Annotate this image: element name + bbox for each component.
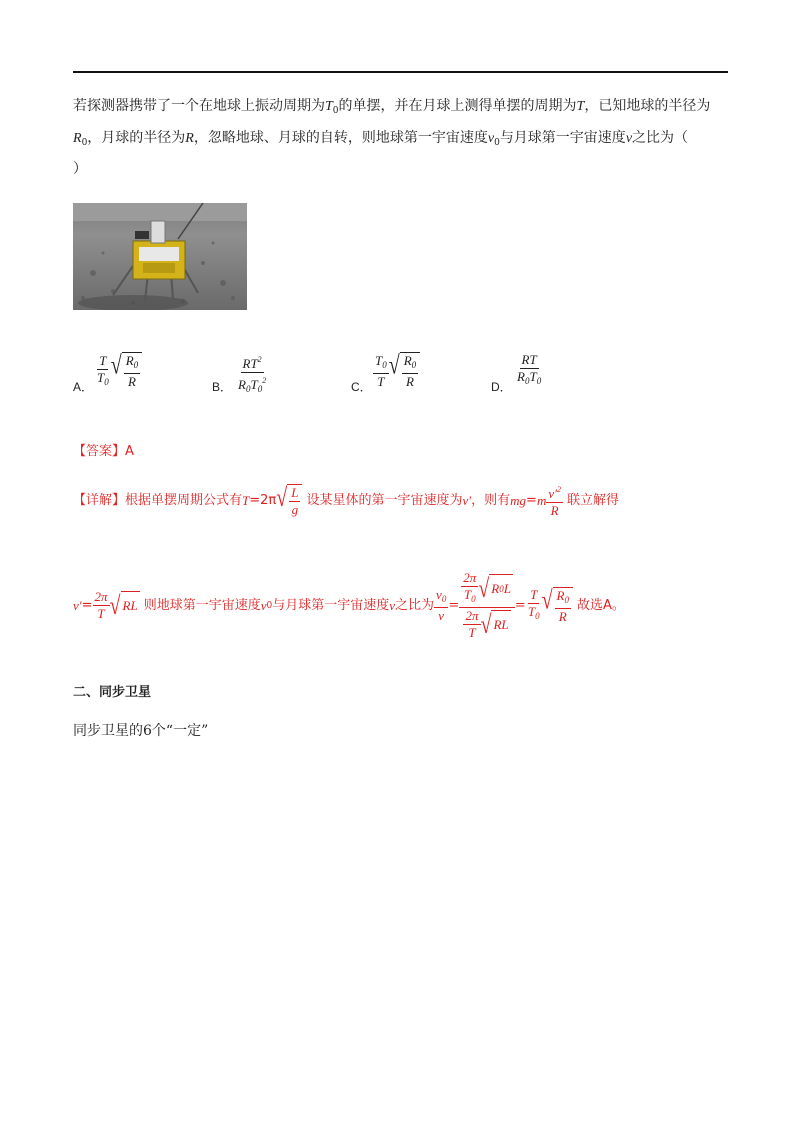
detail-text: 则地球第一宇宙速度 [143, 597, 261, 613]
option-b-formula [236, 352, 268, 397]
equals-2pi: =2π [249, 492, 277, 508]
sqrt: √ $\frac{R_0}{R}$ [389, 352, 420, 390]
question-text: ，忽略地球、月球的自转，则地球第一宇宙速度 [193, 130, 488, 146]
fraction: $\frac{RT^2}{R_0T_0^2}$ [236, 352, 268, 397]
var-T0: T [325, 99, 333, 114]
var-T: T [576, 99, 585, 114]
var-m: m [536, 492, 547, 508]
detail-text: 根据单摆周期公式有 [125, 492, 243, 508]
option-c-formula [373, 352, 420, 390]
lander-illustration [73, 203, 247, 310]
sqrt-L-over-g: √ $\frac{L}{g}$ [276, 484, 302, 518]
subscript: 0 [332, 106, 339, 116]
option-d-label[interactable]: D． [491, 380, 512, 394]
detail-choice: A。 [603, 597, 625, 613]
var-v0: v [260, 597, 267, 613]
detail-line-1 [73, 482, 619, 519]
sqrt-RL: √ RL [109, 591, 138, 620]
var-vprime: v′ [73, 597, 82, 613]
var-T: T [242, 492, 250, 508]
option-b-label[interactable]: B． [212, 380, 233, 394]
detail-text: 与月球第一宇宙速度 [272, 597, 390, 613]
subscript: 0 [494, 138, 500, 148]
question-text: 若探测器携带了一个在地球上振动周期为 [73, 98, 325, 114]
option-a-formula [95, 352, 142, 390]
question-line-2 [73, 128, 688, 153]
section-heading: 二、同步卫星 [73, 685, 152, 700]
section-body: 同步卫星的6个“一定” [73, 723, 209, 739]
option-c-label[interactable]: C． [351, 380, 372, 394]
sqrt-R0-over-R: √ $\frac{R_0}{R}$ [542, 587, 573, 625]
question-line-1 [73, 96, 710, 121]
var-R: R [185, 131, 194, 146]
question-text: 之比为（ [632, 130, 689, 146]
fraction-2pi-over-T: $\frac{2\pi}{T}$ [94, 589, 108, 621]
option-d-formula [515, 352, 543, 389]
detail-text: 之比为 [395, 597, 435, 613]
var-v: v [389, 597, 396, 613]
detail-text: 故选 [577, 597, 604, 613]
fraction-compound: $\frac{2\pi}{T_0}$ √ R 0 L $\frac{2\pi}{T}$ √ RL [459, 570, 515, 641]
question-text: ，已知地球的半径为 [584, 98, 711, 114]
var-R0: R [73, 131, 82, 146]
detail-text: 联立解得 [566, 492, 619, 508]
var-v: v [625, 131, 633, 146]
question-text: 与月球第一宇宙速度 [499, 130, 626, 146]
var-v0: v [487, 131, 495, 146]
header-rule [73, 71, 728, 73]
question-text: ） [73, 161, 87, 177]
subscript: 0 [81, 138, 88, 148]
answer-value: A [125, 444, 134, 459]
answer-line [73, 442, 134, 462]
var-vprime: v′ [462, 492, 472, 508]
question-text: 的单摆，并在月球上测得单摆的周期为 [338, 98, 577, 114]
answer-tag: 【答案】 [73, 444, 126, 459]
equals-sign: = [81, 597, 93, 613]
fraction-v0-over-v: $\frac{v_0}{v}$ [436, 587, 447, 623]
fraction-T-over-T0: $\frac{T}{T_0}$ [527, 587, 540, 621]
fraction-v2-over-R: $\frac{v'^2}{R}$ [546, 482, 563, 519]
question-text: ，月球的半径为 [87, 130, 186, 146]
var-mg: mg [510, 492, 527, 508]
fraction: $\frac{T}{T_0}$ [97, 352, 109, 387]
detail-text: 设某星体的第一宇宙速度为 [306, 492, 463, 508]
sqrt: √ $\frac{R_0}{R}$ [111, 352, 142, 390]
detail-line-2: v′ = $\frac{2\pi}{T}$ √ RL 则地球第一宇宙速度 v 0 与月球第一宇宙速度 v 之比为 $\frac{v_0}{v}$ = $\frac{2\pi}{T_0}$ √ R 0 L $\frac{2\pi}{T}$ √ RL = $\frac{T}{T_0}$ √ $\frac{R_0}{R}$ 故选 A。 [73, 570, 625, 640]
fraction: $\frac{T_0}{T}$ [375, 352, 387, 389]
question-line-3 [73, 159, 87, 179]
detail-tag: 【详解】 [73, 492, 126, 508]
equals-sign: = [526, 492, 537, 508]
lunar-lander-photo [73, 203, 247, 310]
fraction: $\frac{RT}{R_0T_0}$ [517, 352, 542, 386]
detail-text: ，则有 [471, 492, 511, 508]
option-a-label[interactable]: A． [73, 380, 94, 394]
